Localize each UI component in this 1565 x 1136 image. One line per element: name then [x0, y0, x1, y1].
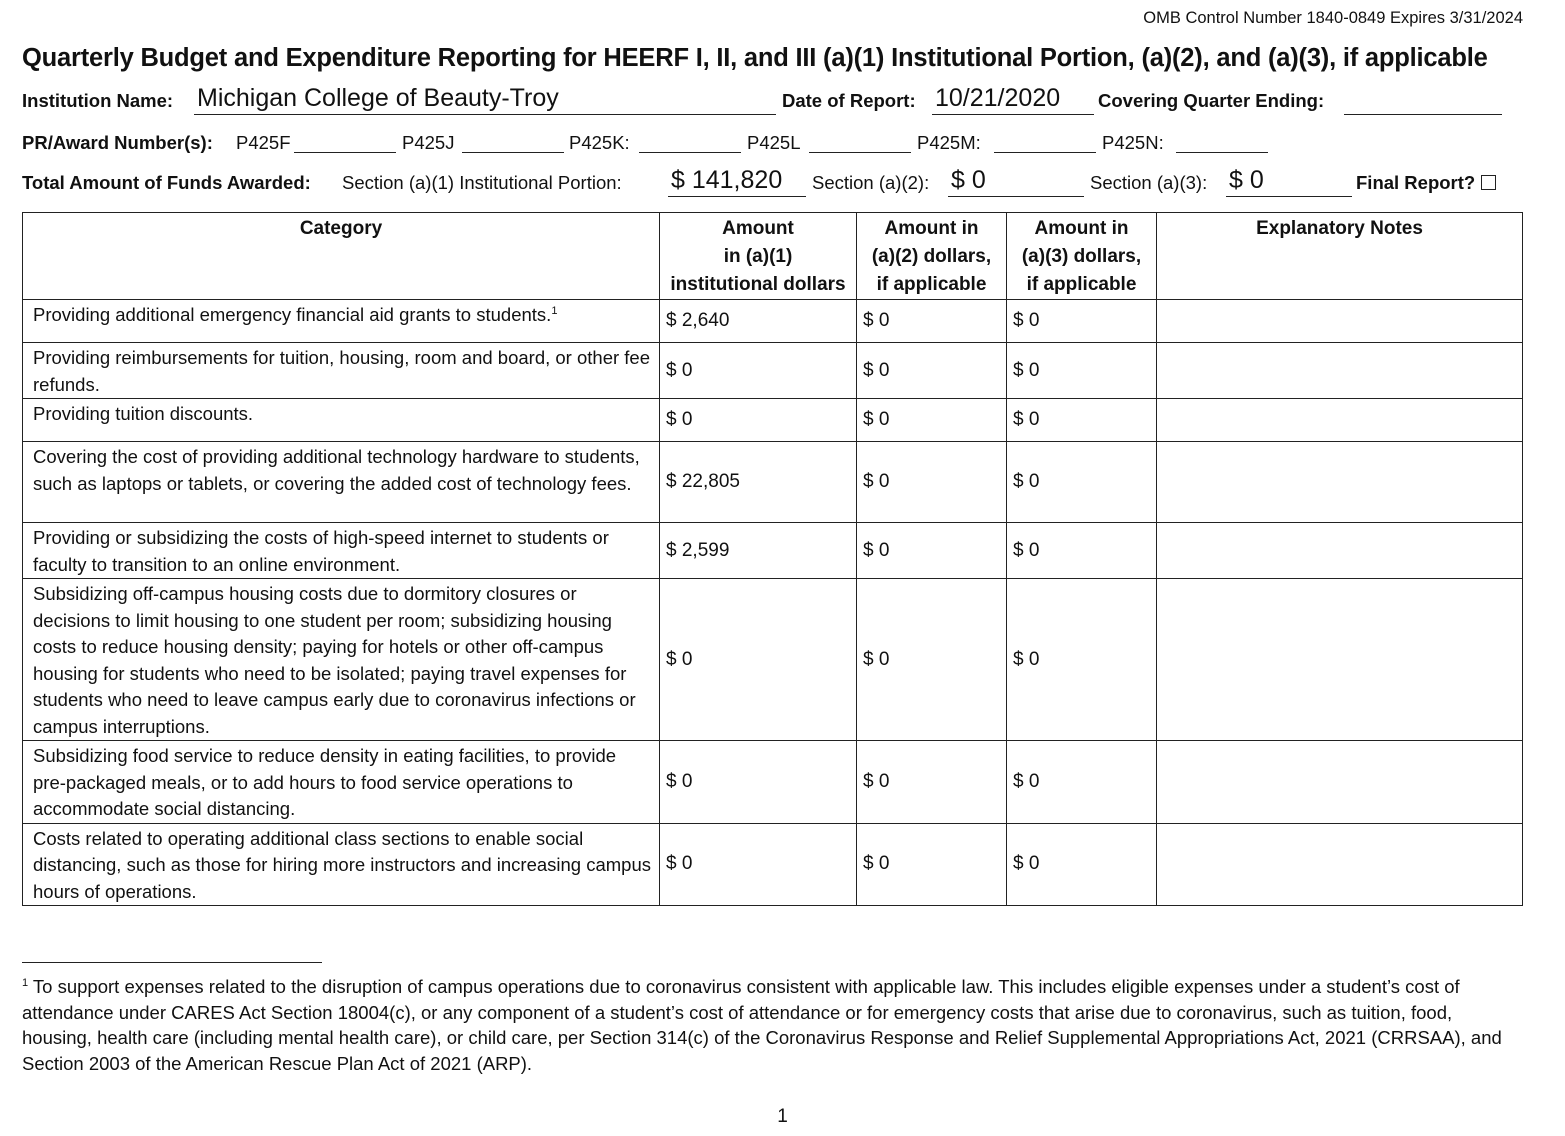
date-of-report-label: Date of Report: — [782, 90, 916, 111]
notes-cell[interactable] — [1157, 579, 1523, 741]
a3-amount-cell[interactable]: $ 0 — [1007, 741, 1157, 824]
covering-quarter-field[interactable] — [1344, 86, 1502, 115]
notes-cell[interactable] — [1157, 343, 1523, 399]
category-cell: Providing tuition discounts. — [23, 399, 660, 442]
institution-name-label: Institution Name: — [22, 90, 174, 111]
notes-cell[interactable] — [1157, 523, 1523, 579]
p425f-field[interactable] — [294, 128, 396, 153]
table-row — [23, 579, 1523, 741]
date-of-report-value: 10/21/2020 — [935, 84, 1061, 112]
a1-amount-cell[interactable]: $ 0 — [660, 579, 857, 741]
a2-amount-cell[interactable]: $ 0 — [857, 343, 1007, 399]
a1-amount-cell[interactable]: $ 22,805 — [660, 442, 857, 523]
table-row — [23, 741, 1523, 824]
p425f-label: P425F — [236, 132, 291, 153]
table-row — [23, 300, 1523, 343]
table-row — [23, 442, 1523, 523]
category-cell: Subsidizing food service to reduce density in eating facilities, to provide pre-packaged meals, or to add hours to food service operations to accommodate social distancing. — [23, 741, 660, 824]
omb-control-number: OMB Control Number 1840-0849 Expires 3/31/2024 — [1143, 9, 1523, 27]
date-of-report-field[interactable] — [932, 86, 1094, 115]
a2-amount-cell[interactable]: $ 0 — [857, 442, 1007, 523]
category-cell: Providing additional emergency financial aid grants to students.$^1$ — [23, 300, 660, 343]
explanatory-notes-header: Explanatory Notes — [1157, 213, 1523, 300]
a3-amount-cell[interactable]: $ 0 — [1007, 442, 1157, 523]
a3-amount-header: Amount in (a)(3) dollars, if applicable — [1007, 213, 1157, 300]
a1-portion-field[interactable] — [668, 168, 806, 197]
category-cell: Subsidizing off-campus housing costs due to dormitory closures or decisions to limit housing to one student per room; subsidizing housing costs to reduce housing density; paying for hotels or other off-campus housing for students who need to be isolated; paying travel expenses for students who need to leave campus early due to coronavirus infections or campus interruptions. — [23, 579, 660, 741]
category-header: Category — [23, 213, 660, 300]
a1-amount-cell[interactable]: $ 0 — [660, 343, 857, 399]
total-funds-line — [22, 168, 1522, 198]
a2-amount-cell[interactable]: $ 0 — [857, 741, 1007, 824]
table-header-row — [23, 213, 1523, 300]
final-report-checkbox[interactable] — [1481, 175, 1496, 190]
a3-amount-cell[interactable]: $ 0 — [1007, 399, 1157, 442]
a3-amount-cell[interactable]: $ 0 — [1007, 300, 1157, 343]
covering-quarter-label: Covering Quarter Ending: — [1098, 90, 1325, 111]
a3-amount-cell[interactable]: $ 0 — [1007, 343, 1157, 399]
a3-section-label: Section (a)(3): — [1090, 172, 1208, 193]
notes-cell[interactable] — [1157, 741, 1523, 824]
p425j-field[interactable] — [462, 128, 564, 153]
a2-amount-cell[interactable]: $ 0 — [857, 399, 1007, 442]
footnote-divider — [22, 962, 322, 963]
expenditure-table — [22, 212, 1523, 906]
a1-amount-header: Amount in (a)(1) institutional dollars — [660, 213, 857, 300]
p425j-label: P425J — [402, 132, 455, 153]
category-cell: Providing or subsidizing the costs of high-speed internet to students or faculty to transition to an online environment. — [23, 523, 660, 579]
notes-cell[interactable] — [1157, 300, 1523, 343]
a3-amount-cell[interactable]: $ 0 — [1007, 823, 1157, 906]
notes-cell[interactable] — [1157, 823, 1523, 906]
a2-amount-cell[interactable]: $ 0 — [857, 300, 1007, 343]
final-report-text: Final Report? — [1356, 172, 1476, 193]
table-row — [23, 343, 1523, 399]
a1-portion-label: Section (a)(1) Institutional Portion: — [342, 172, 622, 193]
a1-amount-cell[interactable]: $ 0 — [660, 399, 857, 442]
a3-amount-cell[interactable]: $ 0 — [1007, 523, 1157, 579]
p425m-label: P425M: — [917, 132, 981, 153]
page-number: 1 — [777, 1106, 788, 1127]
a1-amount-cell[interactable]: $ 2,640 — [660, 300, 857, 343]
a2-amount-header: Amount in (a)(2) dollars, if applicable — [857, 213, 1007, 300]
a2-section-label: Section (a)(2): — [812, 172, 930, 193]
a3-amount-cell[interactable]: $ 0 — [1007, 579, 1157, 741]
a2-amount-cell[interactable]: $ 0 — [857, 579, 1007, 741]
table-row — [23, 399, 1523, 442]
institution-name-value: Michigan College of Beauty-Troy — [197, 84, 559, 112]
footnote-text: To support expenses related to the disruption of campus operations due to coronavirus consistent with applicable law. This includes eligible expenses under a student’s cost of attendance under CARES Act Section 18004(c), or any component of a student’s cost of attendance or for emergency costs that arise due to coronavirus, such as tuition, food, housing, health care (including mental health care), or child care, per Section 314(c) of the Coronavirus Response and Relief Supplemental Appropriations Act, 2021 (CRRSAA), and Section 2003 of the American Rescue Plan Act of 2021 (ARP). — [22, 976, 1502, 1074]
award-number-line — [22, 128, 1522, 158]
a1-portion-value: $ 141,820 — [671, 166, 783, 194]
a3-section-field[interactable] — [1226, 168, 1352, 197]
category-cell: Covering the cost of providing additional technology hardware to students, such as laptops or tablets, or covering the added cost of technology fees. — [23, 442, 660, 523]
institution-line — [22, 86, 1522, 116]
award-number-label: PR/Award Number(s): — [22, 132, 213, 153]
institution-name-field[interactable] — [194, 86, 776, 115]
a1-amount-cell[interactable]: $ 2,599 — [660, 523, 857, 579]
p425n-label: P425N: — [1102, 132, 1164, 153]
p425k-field[interactable] — [639, 128, 741, 153]
a1-amount-cell[interactable]: $ 0 — [660, 823, 857, 906]
a3-section-value: $ 0 — [1229, 166, 1264, 194]
p425n-field[interactable] — [1176, 128, 1268, 153]
p425l-label: P425L — [747, 132, 801, 153]
category-cell: Costs related to operating additional class sections to enable social distancing, such as those for hiring more instructors and increasing campus hours of operations. — [23, 823, 660, 906]
p425l-field[interactable] — [809, 128, 911, 153]
page-title: Quarterly Budget and Expenditure Reporting for HEERF I, II, and III (a)(1) Institutional Portion, (a)(2), and (a)(3), if applicable — [22, 44, 1488, 72]
a2-amount-cell[interactable]: $ 0 — [857, 823, 1007, 906]
footnote-ref: 1 — [551, 304, 558, 317]
notes-cell[interactable] — [1157, 399, 1523, 442]
notes-cell[interactable] — [1157, 442, 1523, 523]
p425k-label: P425K: — [569, 132, 630, 153]
p425m-field[interactable] — [994, 128, 1096, 153]
footnote-mark: 1 — [22, 976, 29, 989]
category-cell: Providing reimbursements for tuition, housing, room and board, or other fee refunds. — [23, 343, 660, 399]
a2-section-field[interactable] — [948, 168, 1084, 197]
final-report-label — [1356, 172, 1496, 194]
a1-amount-cell[interactable]: $ 0 — [660, 741, 857, 824]
footnote — [22, 974, 1522, 1076]
a2-section-value: $ 0 — [951, 166, 986, 194]
table-row — [23, 523, 1523, 579]
table-row — [23, 823, 1523, 906]
a2-amount-cell[interactable]: $ 0 — [857, 523, 1007, 579]
total-funds-label: Total Amount of Funds Awarded: — [22, 172, 311, 193]
